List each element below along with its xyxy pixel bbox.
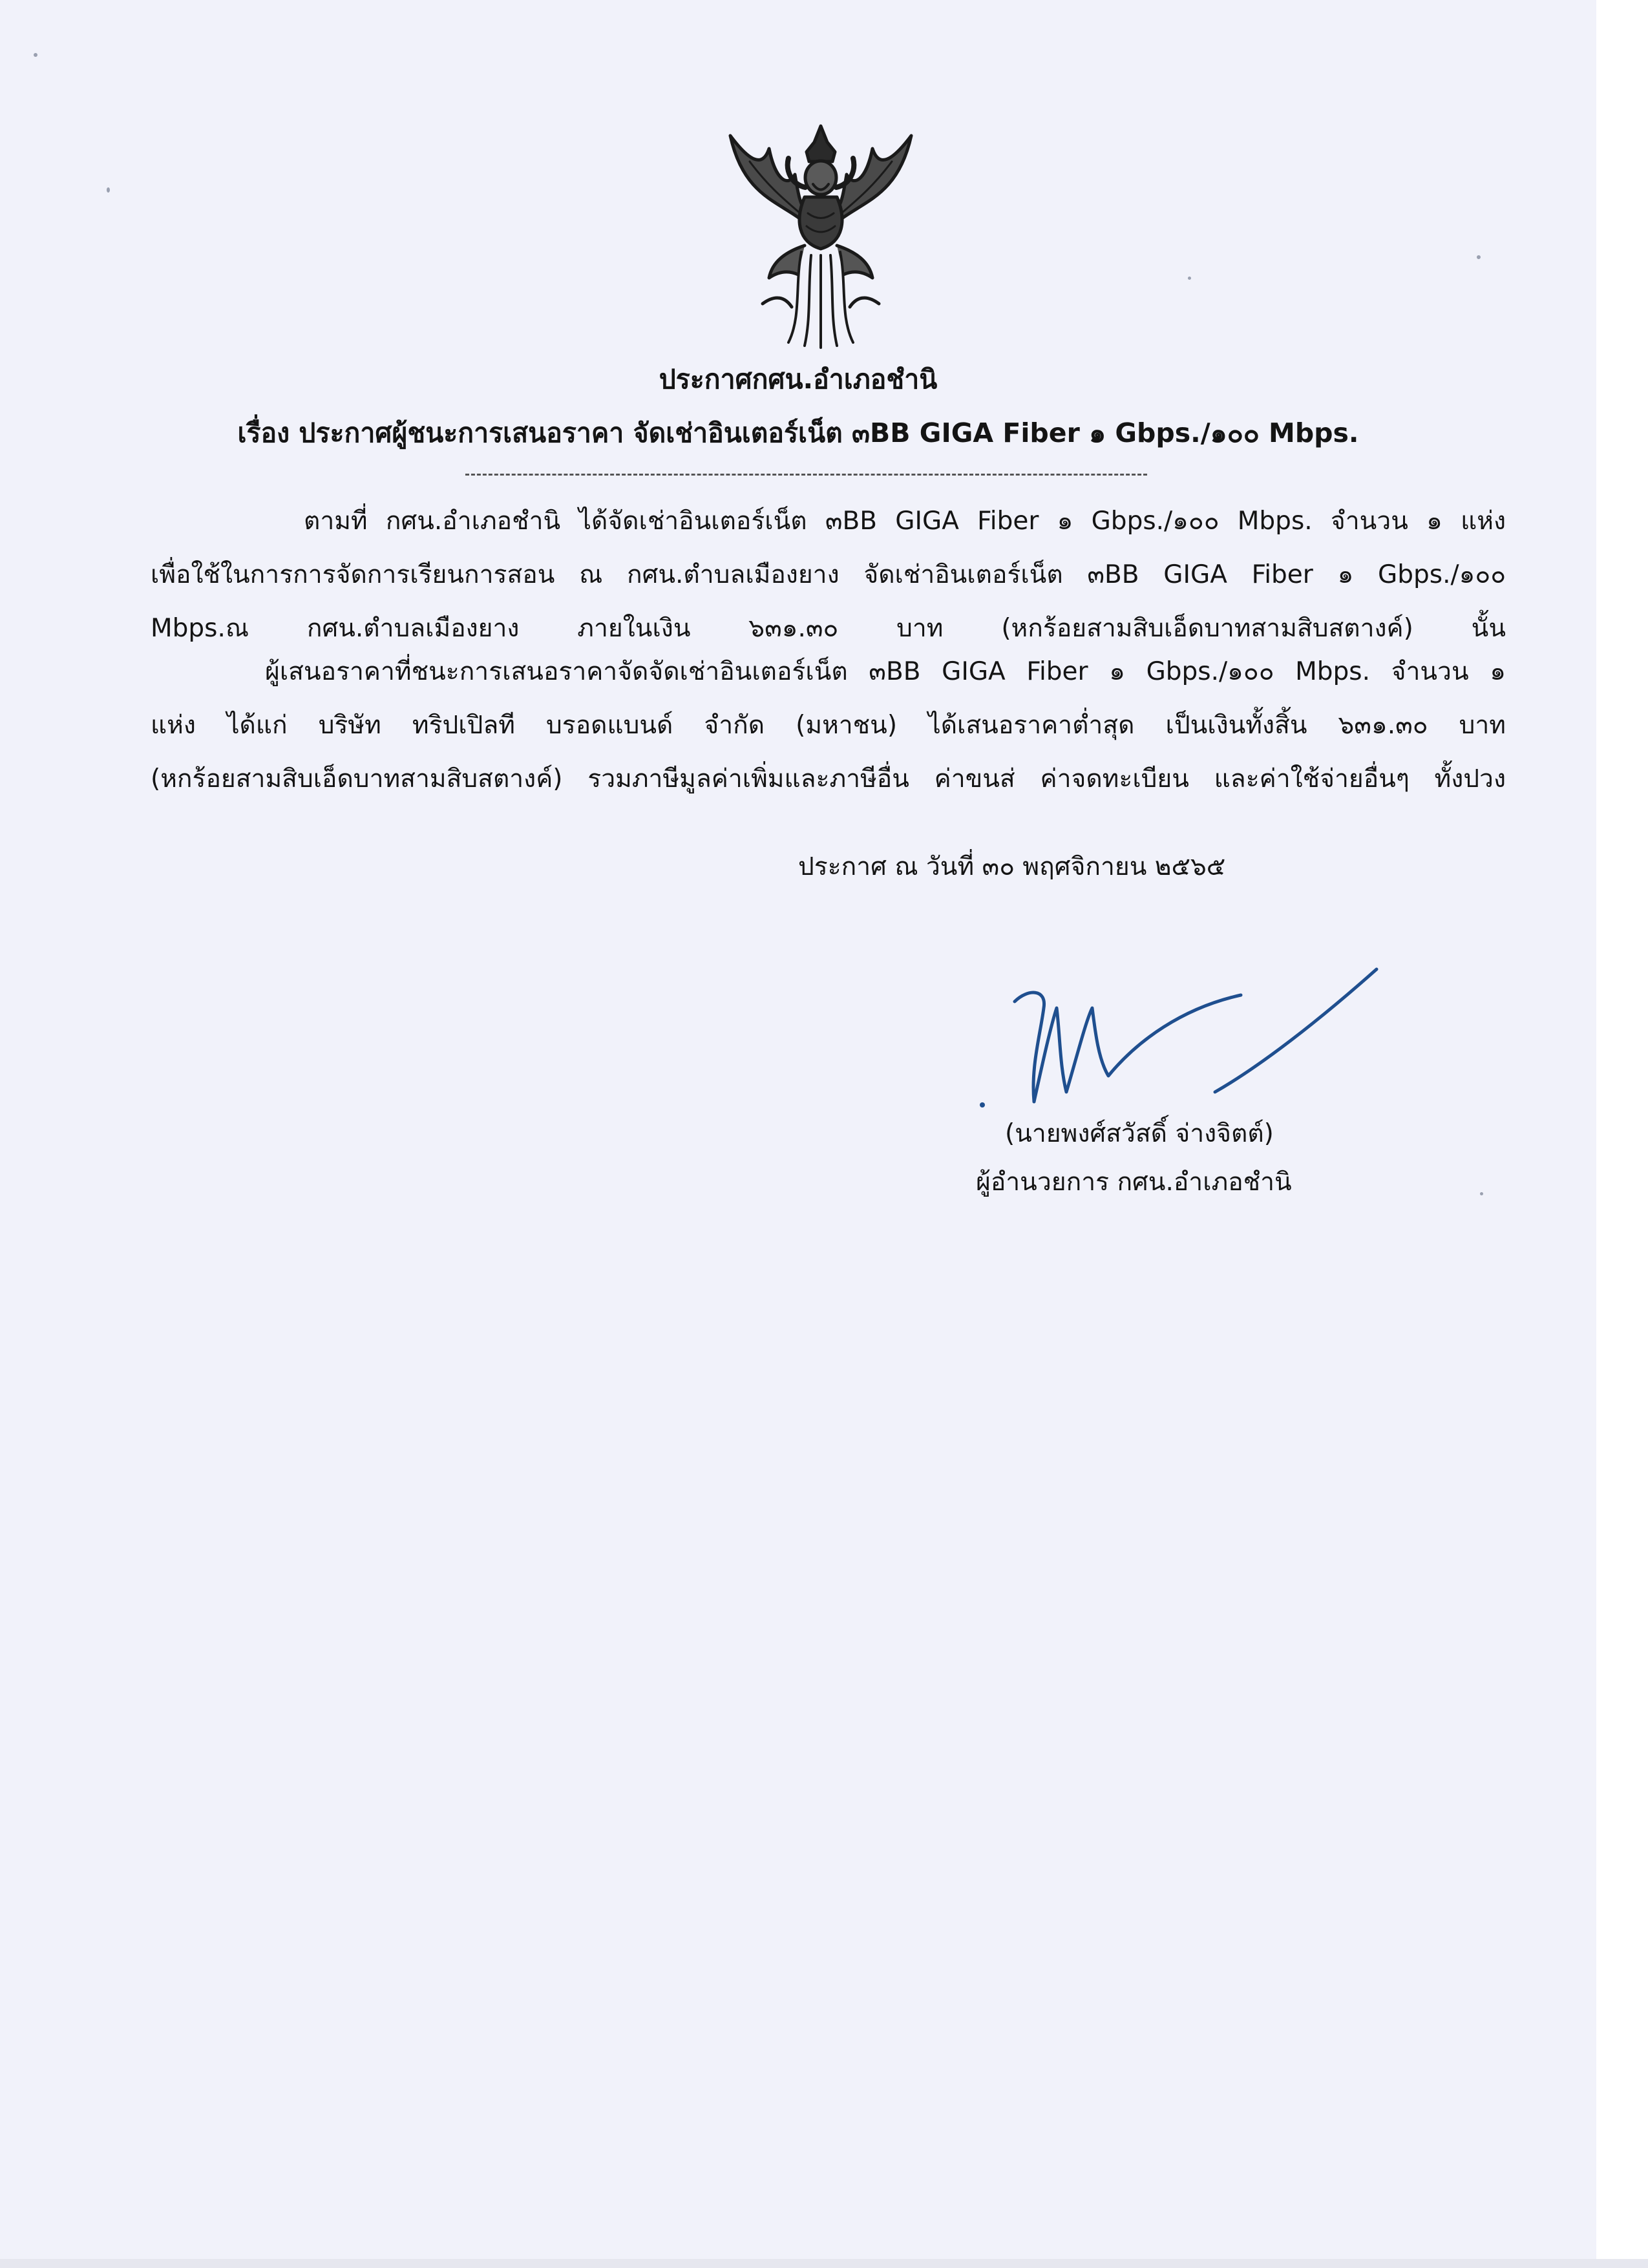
subject-line: เรื่อง ประกาศผู้ชนะการเสนอราคา จัดเช่าอินเตอร์เน็ต ๓BB GIGA Fiber ๑ Gbps./๑๐๐ Mbps.	[237, 417, 1359, 448]
paragraph1-line: เพื่อใช้ในการการจัดการเรียนการสอน ณ กศน.ตำบลเมืองยาง จัดเช่าอินเตอร์เน็ต ๓BB GIGA Fiber ๑ Gbps./๑๐๐	[151, 560, 1506, 589]
scan-speck	[1188, 277, 1191, 280]
scan-speck	[1480, 1192, 1483, 1195]
divider	[465, 474, 1147, 476]
paragraph2-line: แห่ง ได้แก่ บริษัท ทริปเปิลที บรอดแบนด์ จำกัด (มหาชน) ได้เสนอราคาต่ำสุด เป็นเงินทั้งสิ้น ๖๓๑.๓๐ บาท	[151, 711, 1506, 740]
scan-speck	[107, 187, 110, 193]
paragraph2-line: ผู้เสนอราคาที่ชนะการเสนอราคาจัดจัดเช่าอินเตอร์เน็ต ๓BB GIGA Fiber ๑ Gbps./๑๐๐ Mbps. จำนวน ๑	[265, 657, 1506, 686]
scan-border-bottom	[0, 2259, 1648, 2268]
announcement-date: ประกาศ ณ วันที่ ๓๐ พฤศจิกายน ๒๕๖๕	[798, 852, 1226, 881]
paragraph1-line: ตามที่ กศน.อำเภอชำนิ ได้จัดเช่าอินเตอร์เน็ต ๓BB GIGA Fiber ๑ Gbps./๑๐๐ Mbps. จำนวน ๑ แห่ง	[304, 507, 1506, 536]
announcement-title: ประกาศกศน.อำเภอชำนิ	[659, 364, 938, 395]
scan-border	[1596, 0, 1648, 2268]
scan-speck	[1477, 255, 1481, 259]
handwritten-signature	[969, 963, 1383, 1118]
scan-speck	[34, 53, 37, 57]
signer-position: ผู้อำนวยการ กศน.อำเภอชำนิ	[976, 1168, 1292, 1197]
signer-name: (นายพงศ์สวัสดิ์ จ่างจิตต์)	[1005, 1119, 1274, 1148]
paragraph2-line: (หกร้อยสามสิบเอ็ดบาทสามสิบสตางค์) รวมภาษีมูลค่าเพิ่มและภาษีอื่น ค่าขนส่ ค่าจดทะเบียน และค่าใช้จ่ายอื่นๆ ทั้งปวง	[151, 764, 1506, 793]
paragraph1-line: Mbps.ณ กศน.ตำบลเมืองยาง ภายในเงิน ๖๓๑.๓๐ บาท (หกร้อยสามสิบเอ็ดบาทสามสิบสตางค์) นั้น	[151, 614, 1506, 643]
garuda-emblem-icon	[724, 123, 918, 349]
